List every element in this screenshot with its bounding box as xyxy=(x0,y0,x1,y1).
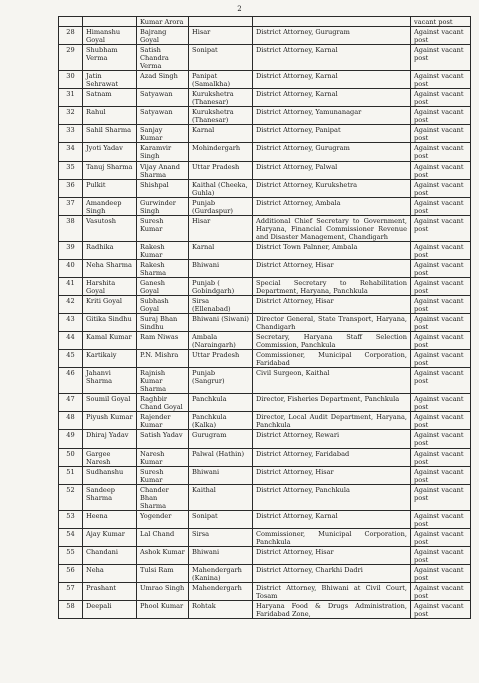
cell-name: Piyush Kumar xyxy=(83,412,137,430)
cell-status: Against vacant post xyxy=(411,314,471,332)
cell-father: Shishpal xyxy=(137,179,189,197)
cell-post: District Attorney, Karnal xyxy=(253,89,411,107)
table-row xyxy=(59,332,471,350)
cell-post: Civil Surgeon, Kaithal xyxy=(253,368,411,394)
cell-sno: 52 xyxy=(59,484,83,510)
cell-post: District Attorney, Faridabad xyxy=(253,448,411,466)
cell-name: Amandeep Singh xyxy=(83,197,137,215)
cell-status: Against vacant post xyxy=(411,528,471,546)
cell-home: Bhiwani xyxy=(189,466,253,484)
cell-home: Karnal xyxy=(189,125,253,143)
cell-name: Deepali xyxy=(83,601,137,619)
cell-name: Shubham Verma xyxy=(83,45,137,71)
cell-status: Against vacant post xyxy=(411,71,471,89)
cell-status: Against vacant post xyxy=(411,484,471,510)
cell-home: Panchkula xyxy=(189,394,253,412)
cell-status: Against vacant post xyxy=(411,143,471,161)
cell-name: Kriti Goyal xyxy=(83,295,137,313)
cell-father: Rajnish Kumar Sharma xyxy=(137,368,189,394)
cell-status: Against vacant post xyxy=(411,197,471,215)
cell-father: Yogender xyxy=(137,510,189,528)
cell-post: District Attorney, Karnal xyxy=(253,71,411,89)
cell-post: District Attorney, Gurugram xyxy=(253,27,411,45)
cell-name: Ajay Kumar xyxy=(83,528,137,546)
cell-sno: 49 xyxy=(59,430,83,448)
cell-post: District Attorney, Bhiwani at Civil Court, Tosam xyxy=(253,582,411,600)
cell-home: Bhiwani (Siwani) xyxy=(189,314,253,332)
cell-post: District Town Palnner, Ambala xyxy=(253,241,411,259)
table-row xyxy=(59,161,471,179)
cell-home: Hisar xyxy=(189,215,253,241)
cell-status: Against vacant post xyxy=(411,564,471,582)
cell-name: Heena xyxy=(83,510,137,528)
cell-father: Rajender Kumar xyxy=(137,412,189,430)
cell-name: Radhika xyxy=(83,241,137,259)
cell-sno: 40 xyxy=(59,259,83,277)
cell-post: District Attorney, Yamunanagar xyxy=(253,107,411,125)
table-row xyxy=(59,564,471,582)
cell-father: Kumar Arora xyxy=(137,17,189,27)
cell-sno xyxy=(59,17,83,27)
cell-sno: 30 xyxy=(59,71,83,89)
cell-post: District Attorney, Charkhi Dadri xyxy=(253,564,411,582)
cell-father: Karamvir Singh xyxy=(137,143,189,161)
cell-name: Neha xyxy=(83,564,137,582)
cell-post: District Attorney, Panchkula xyxy=(253,484,411,510)
cell-sno: 50 xyxy=(59,448,83,466)
cell-sno: 29 xyxy=(59,45,83,71)
cell-name: Harshita Goyal xyxy=(83,277,137,295)
cell-home: Kurukshetra (Thanesar) xyxy=(189,107,253,125)
table-row xyxy=(59,601,471,619)
cell-father: Rakesh Sharma xyxy=(137,259,189,277)
cell-sno: 47 xyxy=(59,394,83,412)
cell-father: Umrao Singh xyxy=(137,582,189,600)
cell-father: Raghbir Chand Goyal xyxy=(137,394,189,412)
cell-status: Against vacant post xyxy=(411,510,471,528)
cell-father: Gurwinder Singh xyxy=(137,197,189,215)
table-row xyxy=(59,27,471,45)
cell-status: Against vacant post xyxy=(411,89,471,107)
cell-home: Bhiwani xyxy=(189,546,253,564)
cell-sno: 44 xyxy=(59,332,83,350)
cell-father: Lal Chand xyxy=(137,528,189,546)
cell-father: Satish Yadav xyxy=(137,430,189,448)
cell-status: Against vacant post xyxy=(411,161,471,179)
cell-post: District Attorney, Rewari xyxy=(253,430,411,448)
cell-name: Vasutosh xyxy=(83,215,137,241)
cell-post: District Attorney, Hisar xyxy=(253,295,411,313)
cell-post: Haryana Food & Drugs Administration, Faridabad Zone, xyxy=(253,601,411,619)
table-row xyxy=(59,71,471,89)
cell-status: Against vacant post xyxy=(411,259,471,277)
table-row xyxy=(59,89,471,107)
cell-father: Ganesh Goyal xyxy=(137,277,189,295)
cell-status: Against vacant post xyxy=(411,45,471,71)
table-row xyxy=(59,295,471,313)
cell-name: Jahanvi Sharma xyxy=(83,368,137,394)
cell-sno: 53 xyxy=(59,510,83,528)
cell-home: Kaithal xyxy=(189,484,253,510)
cell-father: Ram Niwas xyxy=(137,332,189,350)
cell-post: Secretary, Haryana Staff Selection Commission, Panchkula xyxy=(253,332,411,350)
cell-sno: 54 xyxy=(59,528,83,546)
cell-name: Neha Sharma xyxy=(83,259,137,277)
table-row xyxy=(59,528,471,546)
cell-status: Against vacant post xyxy=(411,448,471,466)
cell-sno: 48 xyxy=(59,412,83,430)
table-row xyxy=(59,179,471,197)
cell-name: Gargee Naresh xyxy=(83,448,137,466)
cell-post: Director General, State Transport, Haryana, Chandigarh xyxy=(253,314,411,332)
cell-father: Satyawan xyxy=(137,89,189,107)
cell-father: Sanjay Kumar xyxy=(137,125,189,143)
cell-father: Vijay Anand Sharma xyxy=(137,161,189,179)
page-number: 2 xyxy=(237,5,242,13)
table-row xyxy=(59,314,471,332)
table-row xyxy=(59,466,471,484)
table-row xyxy=(59,430,471,448)
cell-post: District Attorney, Karnal xyxy=(253,510,411,528)
cell-name: Soumil Goyal xyxy=(83,394,137,412)
cell-name: Himanshu Goyal xyxy=(83,27,137,45)
cell-name: Sudhanshu xyxy=(83,466,137,484)
cell-home: Karnal xyxy=(189,241,253,259)
table-body xyxy=(59,17,471,619)
cell-sno: 43 xyxy=(59,314,83,332)
cell-home: Sirsa (Ellenabad) xyxy=(189,295,253,313)
cell-home: Mohindergarh xyxy=(189,143,253,161)
cell-father: Suraj Bhan Sindhu xyxy=(137,314,189,332)
cell-status: Against vacant post xyxy=(411,125,471,143)
cell-name: Sandeep Sharma xyxy=(83,484,137,510)
cell-post: Director, Fisheries Department, Panchkula xyxy=(253,394,411,412)
table-row xyxy=(59,259,471,277)
cell-father: P.N. Mishra xyxy=(137,350,189,368)
cell-sno: 38 xyxy=(59,215,83,241)
cell-post: District Attorney, Panipat xyxy=(253,125,411,143)
cell-name: Pulkit xyxy=(83,179,137,197)
cell-status: Against vacant post xyxy=(411,179,471,197)
cell-father: Ashok Kumar xyxy=(137,546,189,564)
table-row xyxy=(59,107,471,125)
table-row xyxy=(59,394,471,412)
cell-sno: 56 xyxy=(59,564,83,582)
cell-status: Against vacant post xyxy=(411,332,471,350)
cell-sno: 34 xyxy=(59,143,83,161)
cell-post: Commissioner, Municipal Corporation, Panchkula xyxy=(253,528,411,546)
cell-sno: 51 xyxy=(59,466,83,484)
cell-home: Sonipat xyxy=(189,45,253,71)
cell-father: Azad Singh xyxy=(137,71,189,89)
cell-father: Bajrang Goyal xyxy=(137,27,189,45)
cell-status: vacant post xyxy=(411,17,471,27)
cell-status: Against vacant post xyxy=(411,27,471,45)
cell-post: District Attorney, Palwal xyxy=(253,161,411,179)
cell-sno: 58 xyxy=(59,601,83,619)
cell-name: Rahul xyxy=(83,107,137,125)
cell-sno: 37 xyxy=(59,197,83,215)
cell-post xyxy=(253,17,411,27)
cell-status: Against vacant post xyxy=(411,394,471,412)
cell-name: Dhiraj Yadav xyxy=(83,430,137,448)
cell-sno: 55 xyxy=(59,546,83,564)
cell-status: Against vacant post xyxy=(411,295,471,313)
cell-home: Panipat (Samalkha) xyxy=(189,71,253,89)
cell-home: Hisar xyxy=(189,27,253,45)
cell-status: Against vacant post xyxy=(411,277,471,295)
cell-post: Commissioner, Municipal Corporation, Faridabad xyxy=(253,350,411,368)
cell-father: Tulsi Ram xyxy=(137,564,189,582)
table-row xyxy=(59,412,471,430)
cell-sno: 42 xyxy=(59,295,83,313)
cell-name: Tanuj Sharma xyxy=(83,161,137,179)
cell-sno: 35 xyxy=(59,161,83,179)
cell-status: Against vacant post xyxy=(411,107,471,125)
cell-sno: 28 xyxy=(59,27,83,45)
cell-post: Director, Local Audit Department, Haryana, Panchkula xyxy=(253,412,411,430)
cell-home: Gurugram xyxy=(189,430,253,448)
cell-name: Kamal Kumar xyxy=(83,332,137,350)
cell-home: Kurukshetra (Thanesar) xyxy=(189,89,253,107)
cell-home: Ambala (Naraingarh) xyxy=(189,332,253,350)
cell-home: Sirsa xyxy=(189,528,253,546)
table-row xyxy=(59,448,471,466)
cell-sno: 45 xyxy=(59,350,83,368)
cell-name: Prashant xyxy=(83,582,137,600)
cell-status: Against vacant post xyxy=(411,412,471,430)
cell-post: District Attorney, Gurugram xyxy=(253,143,411,161)
cell-home: Mahendergarh (Kanina) xyxy=(189,564,253,582)
cell-status: Against vacant post xyxy=(411,601,471,619)
cell-father: Chander Bhan Sharma xyxy=(137,484,189,510)
cell-name xyxy=(83,17,137,27)
table-row xyxy=(59,197,471,215)
table-row xyxy=(59,510,471,528)
cell-sno: 41 xyxy=(59,277,83,295)
cell-name: Jyoti Yadav xyxy=(83,143,137,161)
cell-home: Uttar Pradesh xyxy=(189,161,253,179)
cell-sno: 57 xyxy=(59,582,83,600)
cell-status: Against vacant post xyxy=(411,215,471,241)
cell-home: Panchkula (Kalka) xyxy=(189,412,253,430)
cell-home: Kaithal (Cheeka, Guhla) xyxy=(189,179,253,197)
cell-home: Sonipat xyxy=(189,510,253,528)
cell-sno: 32 xyxy=(59,107,83,125)
cell-name: Chandani xyxy=(83,546,137,564)
table-row xyxy=(59,350,471,368)
cell-post: District Attorney, Hisar xyxy=(253,546,411,564)
table-row xyxy=(59,484,471,510)
table-row xyxy=(59,277,471,295)
cell-name: Kartikaiy xyxy=(83,350,137,368)
cell-status: Against vacant post xyxy=(411,430,471,448)
cell-status: Against vacant post xyxy=(411,582,471,600)
cell-name: Sahil Sharma xyxy=(83,125,137,143)
cell-post: Additional Chief Secretary to Government, Haryana, Financial Commissioner Revenue and Disaster Management, Chandigarh xyxy=(253,215,411,241)
cell-post: District Attorney, Karnal xyxy=(253,45,411,71)
table-row-continued xyxy=(59,17,471,27)
cell-home: Punjab (Sangrur) xyxy=(189,368,253,394)
cell-sno: 36 xyxy=(59,179,83,197)
cell-home xyxy=(189,17,253,27)
cell-home: Palwal (Hathin) xyxy=(189,448,253,466)
cell-post: District Attorney, Kurukshetra xyxy=(253,179,411,197)
cell-post: District Attorney, Hisar xyxy=(253,466,411,484)
table-row xyxy=(59,582,471,600)
cell-post: District Attorney, Hisar xyxy=(253,259,411,277)
cell-status: Against vacant post xyxy=(411,350,471,368)
cell-father: Naresh Kumar xyxy=(137,448,189,466)
table-row xyxy=(59,546,471,564)
cell-post: District Attorney, Ambala xyxy=(253,197,411,215)
cell-father: Rakesh Kumar xyxy=(137,241,189,259)
cell-home: Rohtak xyxy=(189,601,253,619)
cell-home: Punjab (Gurdaspur) xyxy=(189,197,253,215)
cell-home: Bhiwani xyxy=(189,259,253,277)
cell-father: Subhash Goyal xyxy=(137,295,189,313)
cell-status: Against vacant post xyxy=(411,546,471,564)
table-row xyxy=(59,143,471,161)
cell-father: Suresh Kumar xyxy=(137,466,189,484)
cell-home: Mahendergarh xyxy=(189,582,253,600)
cell-status: Against vacant post xyxy=(411,241,471,259)
cell-status: Against vacant post xyxy=(411,466,471,484)
cell-sno: 31 xyxy=(59,89,83,107)
cell-father: Suresh Kumar xyxy=(137,215,189,241)
allocation-table xyxy=(58,16,471,619)
cell-post: Special Secretary to Rehabilitation Department, Haryana, Panchkula xyxy=(253,277,411,295)
table-row xyxy=(59,45,471,71)
cell-name: Gitika Sindhu xyxy=(83,314,137,332)
cell-father: Satish Chandra Verma xyxy=(137,45,189,71)
cell-sno: 46 xyxy=(59,368,83,394)
table-row xyxy=(59,368,471,394)
cell-status: Against vacant post xyxy=(411,368,471,394)
cell-sno: 39 xyxy=(59,241,83,259)
table-row xyxy=(59,125,471,143)
cell-name: Satnam xyxy=(83,89,137,107)
cell-father: Satyawan xyxy=(137,107,189,125)
cell-sno: 33 xyxy=(59,125,83,143)
cell-home: Punjab ( Gobindgarh) xyxy=(189,277,253,295)
cell-father: Phool Kumar xyxy=(137,601,189,619)
table-row xyxy=(59,215,471,241)
table-row xyxy=(59,241,471,259)
cell-name: Jatin Sehrawat xyxy=(83,71,137,89)
cell-home: Uttar Pradesh xyxy=(189,350,253,368)
